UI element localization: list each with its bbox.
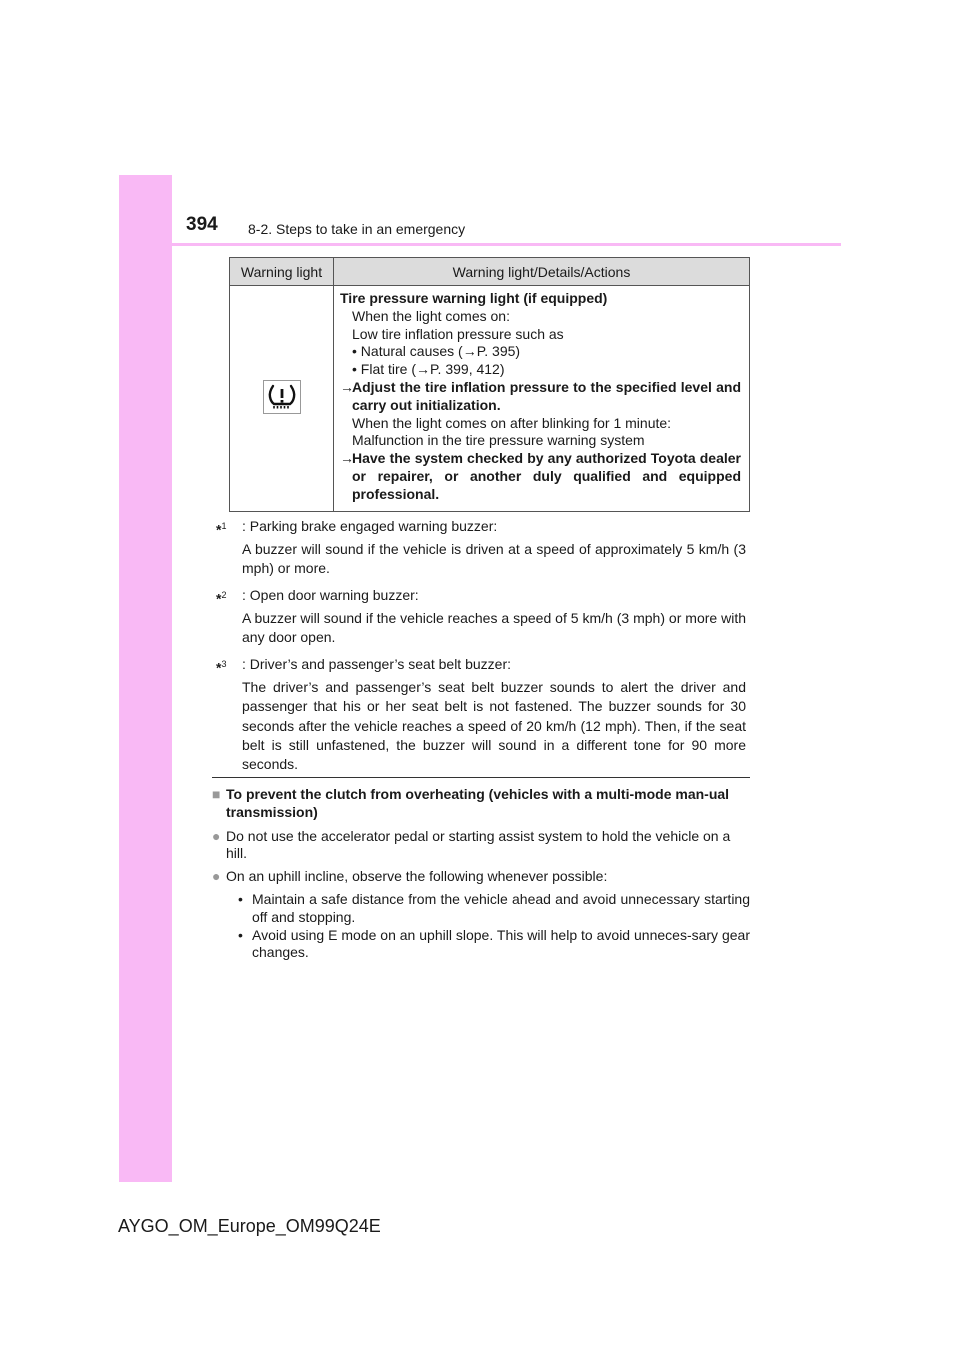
detail-line: Low tire inflation pressure such as bbox=[352, 325, 564, 342]
detail-line: When the light comes on: bbox=[352, 307, 510, 324]
details-cell bbox=[334, 286, 750, 512]
footnote-number: 3 bbox=[221, 658, 227, 669]
footnote-heading: : Parking brake engaged warning buzzer: bbox=[242, 518, 498, 534]
action-text: Have the system checked by any authorized Toyota dealer or repairer, or another duly qualified and equipped professional. bbox=[352, 450, 741, 502]
section-divider bbox=[212, 777, 750, 778]
tips-heading-text: To prevent the clutch from overheating (vehicles with a multi-mode man-ual transmission) bbox=[226, 786, 730, 820]
footnote-body: The driver’s and passenger’s seat belt buzzer sounds to alert the driver and passenger that his or her seat belt is not fastened. The buzzer sounds for 30 seconds after the vehicle reaches a speed of 20 km/h (12 mph). Then, if the seat belt is still unfastened, the buzzer will sound in a different tone for 90 more seconds. bbox=[242, 678, 746, 773]
action-text: Adjust the tire inflation pressure to the specified level and carry out initialization. bbox=[352, 378, 741, 413]
sub-item bbox=[212, 927, 750, 963]
tip-text: On an uphill incline, observe the following whenever possible: bbox=[226, 868, 608, 885]
warning-light-table bbox=[229, 257, 750, 512]
header-rule bbox=[119, 243, 841, 246]
warning-light-cell bbox=[230, 286, 334, 512]
footnote-star: * bbox=[216, 521, 222, 538]
tip-item bbox=[212, 828, 750, 864]
table-header-row bbox=[230, 258, 750, 286]
page-number: 394 bbox=[186, 214, 218, 235]
sub-bullet: • bbox=[238, 890, 243, 907]
footnote-body: A buzzer will sound if the vehicle is driven at a speed of approximately 5 km/h (3 mph) or more. bbox=[242, 541, 746, 577]
col-header-warning-light: Warning light bbox=[230, 258, 334, 286]
detail-line: When the light comes on after blinking for 1 minute: bbox=[352, 414, 672, 431]
side-tab-bar bbox=[119, 175, 172, 1182]
sub-bullet: • bbox=[238, 926, 243, 943]
detail-line: Malfunction in the tire pressure warning system bbox=[352, 432, 645, 449]
footnote bbox=[216, 586, 746, 648]
footnote-body: A buzzer will sound if the vehicle reaches a speed of 5 km/h (3 mph) or more with any door open. bbox=[242, 609, 746, 646]
table-row bbox=[230, 286, 750, 512]
sub-text: Maintain a safe distance from the vehicle ahead and avoid unnecessary starting off and stopping. bbox=[252, 890, 750, 925]
tip-item bbox=[212, 868, 750, 886]
arrow-icon: → bbox=[340, 378, 354, 395]
sub-item bbox=[212, 891, 750, 927]
footnote-star: * bbox=[216, 659, 222, 676]
square-bullet-icon: ■ bbox=[212, 786, 221, 802]
arrow-icon: → bbox=[340, 450, 354, 467]
footnote bbox=[216, 517, 746, 579]
footnote-heading: : Driver’s and passenger’s seat belt buzzer: bbox=[242, 655, 511, 672]
detail-bullet: • Flat tire (→P. 399, 412) bbox=[352, 361, 505, 378]
dot-bullet-icon: ● bbox=[212, 868, 221, 885]
footnote-number: 2 bbox=[221, 589, 227, 600]
section-title: 8-2. Steps to take in an emergency bbox=[248, 221, 466, 237]
action-item bbox=[340, 450, 741, 503]
document-id-footer: AYGO_OM_Europe_OM99Q24E bbox=[118, 1216, 381, 1236]
detail-bullet: • Natural causes (→P. 395) bbox=[352, 343, 521, 360]
warning-title: Tire pressure warning light (if equipped) bbox=[340, 290, 608, 306]
tips-heading bbox=[212, 786, 750, 822]
footnote bbox=[216, 655, 746, 775]
tip-text: Do not use the accelerator pedal or starting assist system to hold the vehicle on a hill. bbox=[226, 827, 731, 862]
footnote-heading: : Open door warning buzzer: bbox=[242, 586, 419, 603]
footnotes bbox=[216, 517, 746, 782]
action-item bbox=[340, 379, 741, 415]
footnote-number: 1 bbox=[221, 521, 227, 531]
col-header-details: Warning light/Details/Actions bbox=[334, 258, 750, 286]
tire-pressure-warning-icon bbox=[263, 380, 301, 414]
footnote-star: * bbox=[216, 590, 222, 607]
clutch-tips-section bbox=[212, 786, 750, 962]
sub-text: Avoid using E mode on an uphill slope. This will help to avoid unneces-sary gear changes. bbox=[252, 926, 750, 961]
dot-bullet-icon: ● bbox=[212, 827, 221, 844]
